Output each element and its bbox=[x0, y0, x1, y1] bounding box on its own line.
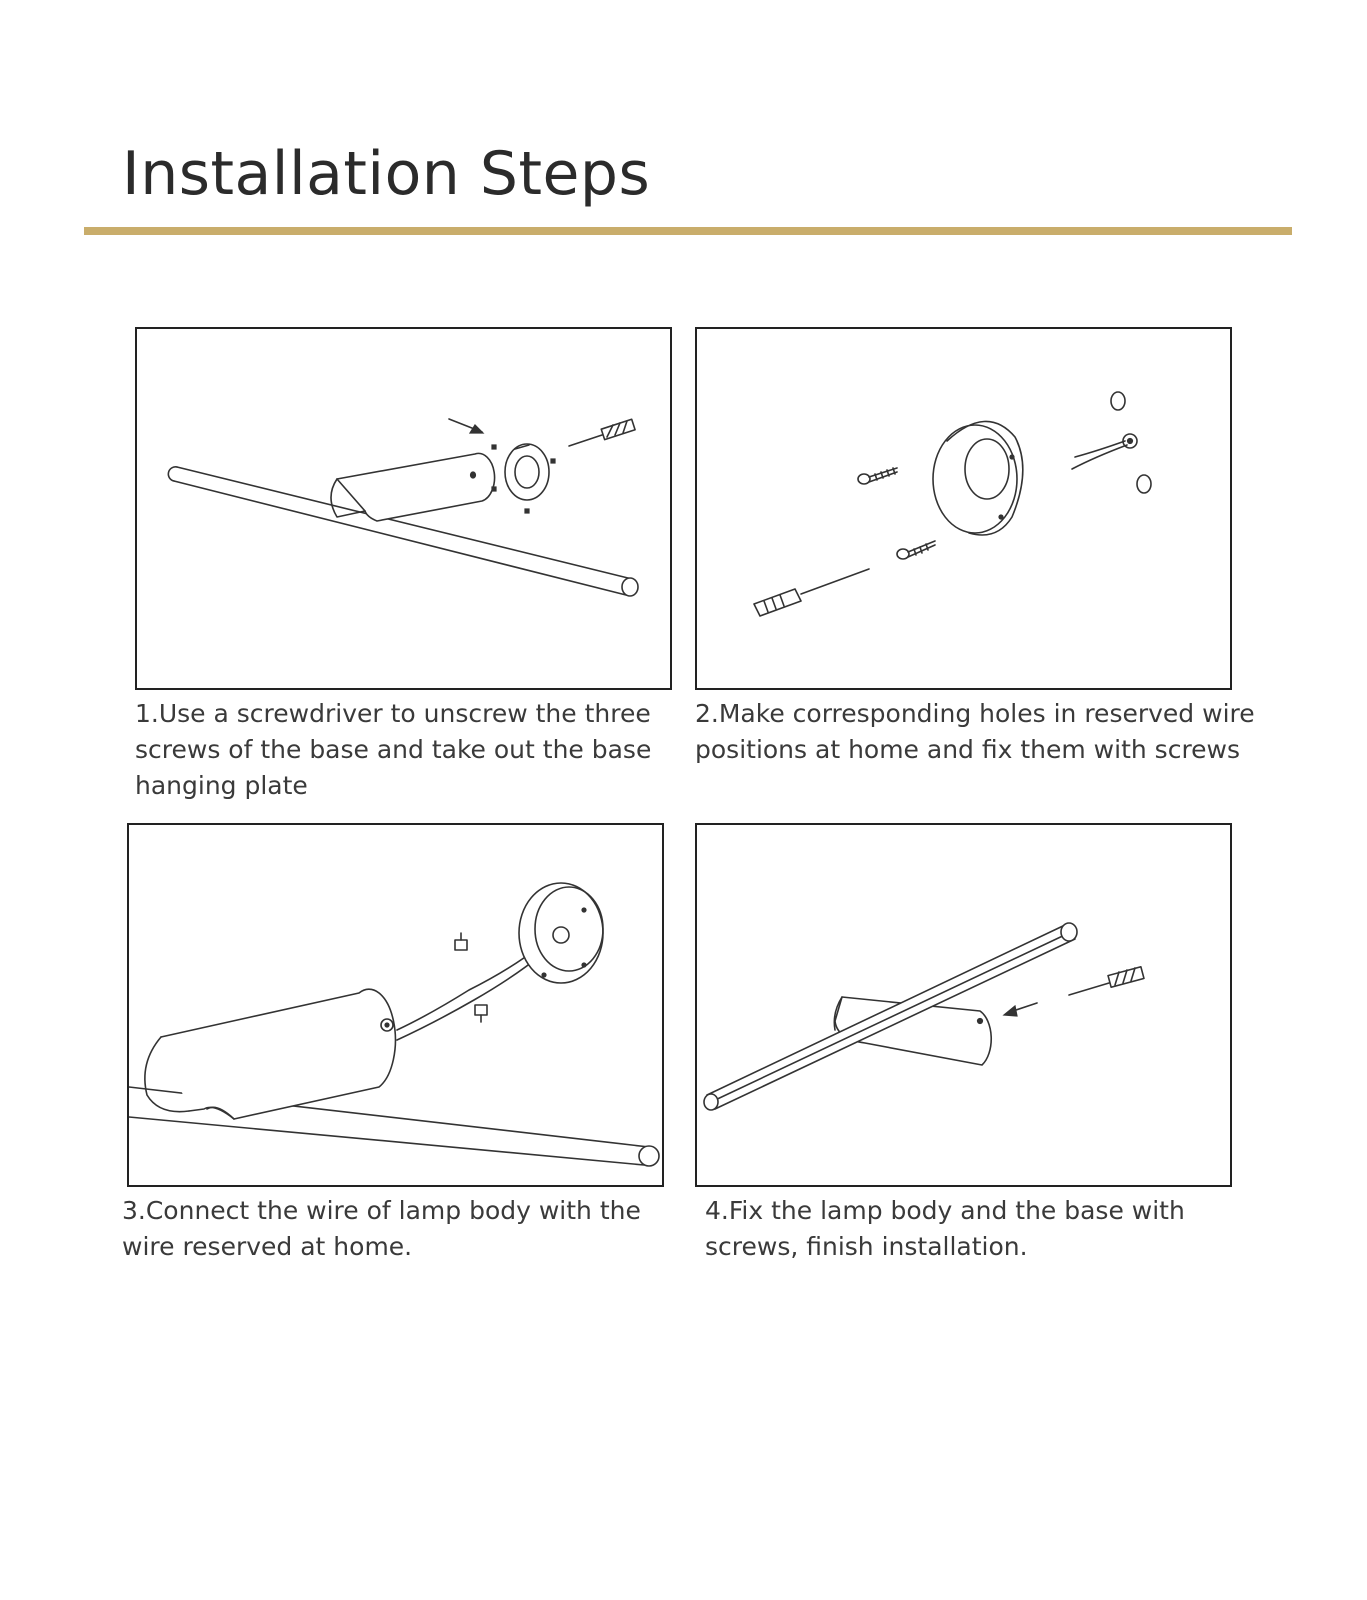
title-underline bbox=[84, 227, 1292, 235]
step-2-illustration bbox=[695, 327, 1232, 690]
page-title: Installation Steps bbox=[122, 139, 651, 209]
step-3-illustration bbox=[127, 823, 664, 1187]
step-4-illustration bbox=[695, 823, 1232, 1187]
step-1-illustration bbox=[135, 327, 672, 690]
step-3-caption: 3.Connect the wire of lamp body with the wire reserved at home. bbox=[122, 1196, 641, 1261]
step-2-caption: 2.Make corresponding holes in reserved wire positions at home and fix them with screws bbox=[695, 699, 1255, 764]
step-4-caption: 4.Fix the lamp body and the base with screws, finish installation. bbox=[705, 1196, 1185, 1261]
step-1-caption: 1.Use a screwdriver to unscrew the three screws of the base and take out the base hanging plate bbox=[135, 699, 652, 800]
